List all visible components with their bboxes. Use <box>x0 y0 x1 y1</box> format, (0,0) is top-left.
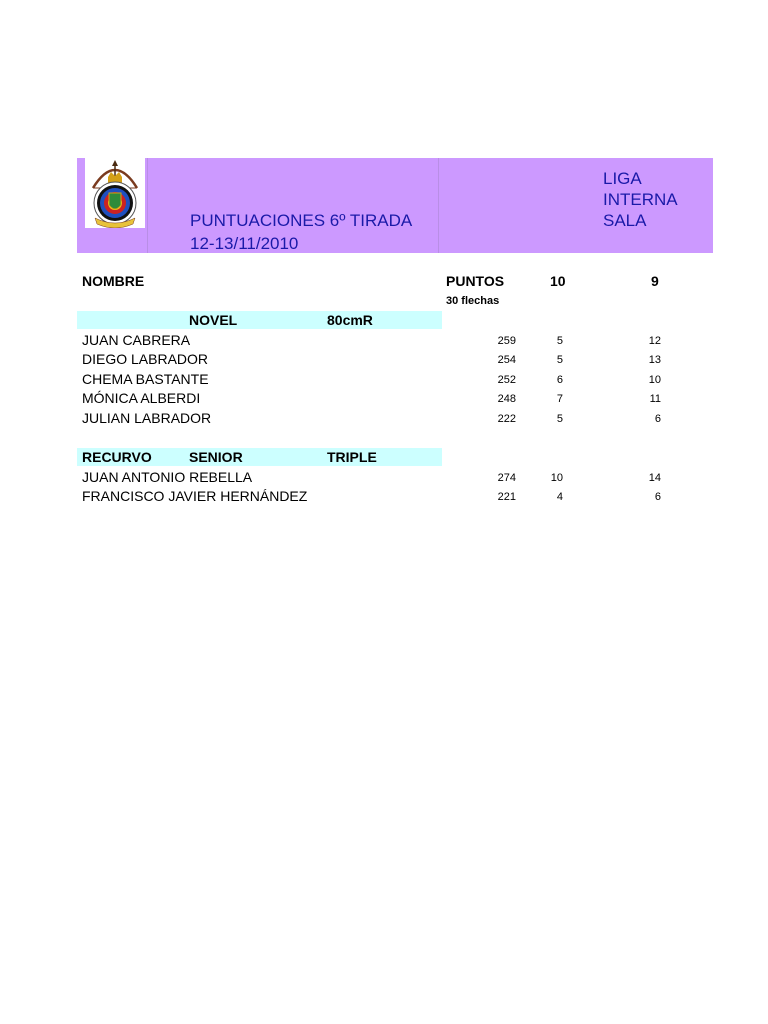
table-row <box>0 469 768 488</box>
nines-value: 12 <box>648 335 661 347</box>
tens-value: 5 <box>556 335 563 347</box>
tens-value: 5 <box>556 354 563 366</box>
points-value: 248 <box>497 393 516 405</box>
league-name <box>603 168 678 231</box>
page-title: PUNTUACIONES 6º TIRADA <box>190 211 413 230</box>
points-value: 252 <box>497 374 516 386</box>
nines-value: 6 <box>654 491 661 503</box>
category-label-target: TRIPLE <box>327 449 377 465</box>
league-line: LIGA <box>603 169 642 188</box>
table-row <box>0 390 768 409</box>
league-line: SALA <box>603 211 647 230</box>
category-label-division: RECURVO <box>82 449 152 465</box>
points-value: 259 <box>497 335 516 347</box>
league-line: INTERNA <box>603 190 678 209</box>
nines-value: 11 <box>649 393 661 405</box>
table-row <box>0 488 768 507</box>
category-bar <box>77 311 442 329</box>
tens-value: 4 <box>556 491 563 503</box>
nines-value: 13 <box>648 354 661 366</box>
archer-name: JUAN ANTONIO REBELLA <box>82 469 253 485</box>
tens-value: 7 <box>556 393 563 405</box>
table-row <box>0 332 768 351</box>
archer-name: FRANCISCO JAVIER HERNÁNDEZ <box>82 488 308 504</box>
column-header-points: PUNTOS <box>446 273 505 289</box>
nines-value: 6 <box>654 413 661 425</box>
archer-name: JULIAN LABRADOR <box>82 410 212 426</box>
nines-value: 14 <box>648 472 661 484</box>
archer-name: CHEMA BASTANTE <box>82 371 209 387</box>
table-row <box>0 371 768 390</box>
club-shield-emblem-icon <box>85 158 145 228</box>
points-value: 274 <box>497 472 516 484</box>
tens-value: 10 <box>550 472 563 484</box>
banner-divider <box>438 158 439 253</box>
column-header-nines: 9 <box>651 273 659 289</box>
points-note: 30 flechas <box>446 295 500 307</box>
table-row <box>0 351 768 370</box>
points-value: 222 <box>497 413 516 425</box>
category-bar <box>77 448 442 466</box>
club-logo <box>85 158 145 228</box>
header-banner <box>77 158 713 253</box>
column-header-name: NOMBRE <box>82 273 145 289</box>
category-label-class: NOVEL <box>189 312 238 328</box>
nines-value: 10 <box>648 374 661 386</box>
banner-divider <box>147 158 148 253</box>
category-label-class: SENIOR <box>189 449 243 465</box>
archer-name: JUAN CABRERA <box>82 332 191 348</box>
tens-value: 6 <box>556 374 563 386</box>
category-label-target: 80cmR <box>327 312 373 328</box>
archer-name: MÓNICA ALBERDI <box>82 390 201 406</box>
points-value: 221 <box>497 491 516 503</box>
table-row <box>0 410 768 429</box>
event-date: 12-13/11/2010 <box>190 234 299 253</box>
points-value: 254 <box>497 354 516 366</box>
tens-value: 5 <box>556 413 563 425</box>
archer-name: DIEGO LABRADOR <box>82 351 209 367</box>
column-header-tens: 10 <box>550 273 566 289</box>
